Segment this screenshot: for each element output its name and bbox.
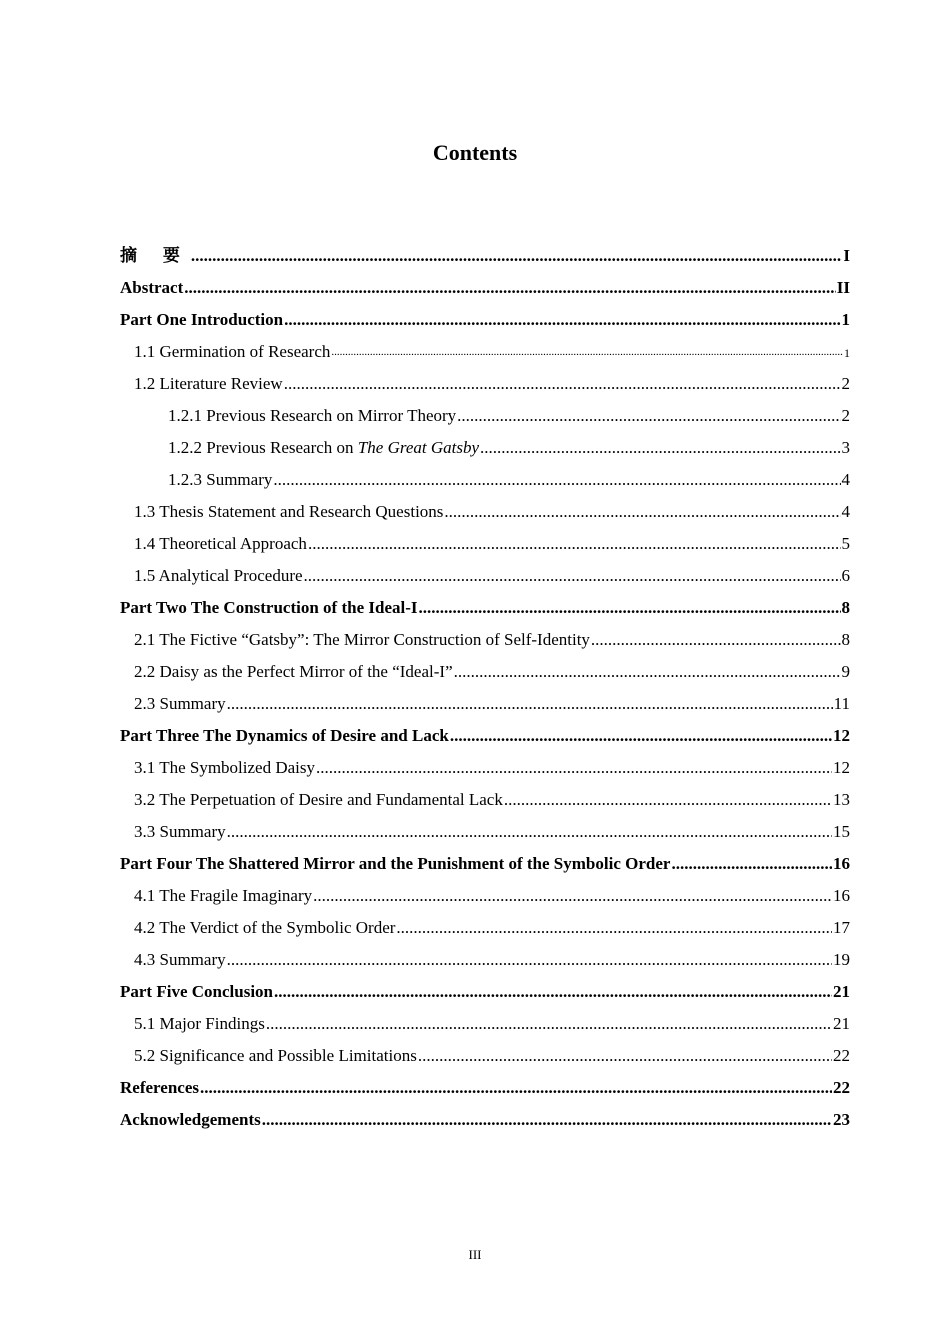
toc-entry-page: 23 [833, 1110, 850, 1129]
toc-entry-3-1[interactable] [120, 752, 850, 784]
toc-entry-label: 5.2 Significance and Possible Limitations [134, 1046, 417, 1065]
dot-leader [274, 982, 832, 1002]
toc-entry-page: 6 [841, 566, 850, 585]
toc-entry-page: 2 [841, 406, 850, 425]
toc-entry-label: 4.3 Summary [134, 950, 226, 969]
toc-entry-2-1[interactable] [120, 624, 850, 656]
toc-entry-page: II [836, 278, 850, 297]
toc-entry-page: 2 [841, 374, 850, 393]
toc-entry-label [168, 432, 479, 464]
dot-leader [480, 438, 840, 458]
toc-entry-abstract[interactable] [120, 272, 850, 304]
toc-entry-4-1[interactable] [120, 880, 850, 912]
toc-entry-label: References [120, 1078, 199, 1097]
toc-entry-references[interactable] [120, 1072, 850, 1104]
toc-entry-page: 13 [833, 790, 850, 809]
dot-leader [191, 246, 842, 266]
toc-entry-page: 21 [833, 982, 850, 1001]
toc-entry-part-one[interactable] [120, 304, 850, 336]
toc-entry-label: 2.3 Summary [134, 694, 226, 713]
toc-entry-1-5[interactable] [120, 560, 850, 592]
toc-entry-1-4[interactable] [120, 528, 850, 560]
toc-entry-label: 1.1 Germination of Research [134, 342, 331, 361]
dot-leader [262, 1110, 832, 1130]
toc-entry-4-3[interactable] [120, 944, 850, 976]
toc-entry-label: 2.1 The Fictive “Gatsby”: The Mirror Construction of Self-Identity [134, 630, 590, 649]
toc-entry-label: 4.2 The Verdict of the Symbolic Order [134, 918, 396, 937]
dot-leader [284, 310, 840, 330]
toc-entry-label: 5.1 Major Findings [134, 1014, 265, 1033]
toc-entry-label: Abstract [120, 278, 184, 297]
toc-entry-label: 1.4 Theoretical Approach [134, 534, 307, 553]
toc-entry-label: Part Two The Construction of the Ideal-I [120, 598, 418, 617]
dot-leader [419, 598, 841, 618]
toc-entry-page: 12 [833, 758, 850, 777]
toc-entry-page: 8 [841, 598, 850, 617]
toc-entry-page: 16 [833, 886, 850, 905]
dot-leader [266, 1014, 832, 1034]
dot-leader [184, 278, 836, 298]
toc-entry-1-1[interactable] [120, 336, 850, 368]
toc-entry-page: 11 [833, 694, 850, 713]
dot-leader [457, 406, 840, 426]
toc-entry-page: 16 [833, 854, 850, 873]
toc-entry-page: 4 [841, 470, 850, 489]
toc-entry-acknowledgements[interactable] [120, 1104, 850, 1136]
dot-leader [591, 630, 841, 650]
dot-leader [454, 662, 841, 682]
toc-entry-page: 8 [841, 630, 850, 649]
toc-entry-3-3[interactable] [120, 816, 850, 848]
dot-leader [227, 822, 832, 842]
dot-leader [504, 790, 832, 810]
toc-entry-label: Part Four The Shattered Mirror and the Punishment of the Symbolic Order [120, 854, 671, 873]
dot-leader [227, 950, 832, 970]
toc-entry-label: Part One Introduction [120, 310, 284, 329]
toc-entry-page: 1 [844, 346, 850, 360]
dot-leader [316, 758, 832, 778]
toc-entry-part-four[interactable] [120, 848, 850, 880]
dot-leader [227, 694, 833, 714]
toc-entry-label-prefix: 1.2.2 Previous Research on [168, 438, 358, 457]
toc-entry-page: 3 [841, 438, 850, 457]
toc-entry-2-2[interactable] [120, 656, 850, 688]
toc-entry-page: 19 [833, 950, 850, 969]
toc-entry-page: 5 [841, 534, 850, 553]
dot-leader [450, 726, 832, 746]
toc-entry-label: 1.5 Analytical Procedure [134, 566, 303, 585]
toc-entry-chinese-abstract[interactable] [120, 240, 850, 272]
toc-entry-part-five[interactable] [120, 976, 850, 1008]
toc-entry-label: 2.2 Daisy as the Perfect Mirror of the “Ideal-I” [134, 662, 453, 681]
toc-entry-label: 1.2 Literature Review [134, 374, 283, 393]
dot-leader [331, 342, 843, 362]
toc-entry-page: 12 [833, 726, 850, 745]
toc-entry-page: 22 [833, 1078, 850, 1097]
toc-entry-label: 1.3 Thesis Statement and Research Questions [134, 502, 444, 521]
dot-leader [284, 374, 841, 394]
dot-leader [396, 918, 832, 938]
toc-entry-label: 1.2.3 Summary [168, 470, 273, 489]
table-of-contents [120, 240, 850, 1136]
toc-entry-page: 15 [833, 822, 850, 841]
toc-entry-1-2-1[interactable] [120, 400, 850, 432]
toc-entry-1-2-3[interactable] [120, 464, 850, 496]
toc-entry-page: 4 [841, 502, 850, 521]
toc-entry-3-2[interactable] [120, 784, 850, 816]
toc-entry-label: Part Three The Dynamics of Desire and Lack [120, 726, 449, 745]
toc-entry-label: Part Five Conclusion [120, 982, 273, 1001]
dot-leader [200, 1078, 832, 1098]
dot-leader [308, 534, 841, 554]
toc-entry-page: I [843, 246, 850, 265]
dot-leader [304, 566, 841, 586]
book-title: The Great Gatsby [357, 438, 480, 457]
toc-entry-part-two[interactable] [120, 592, 850, 624]
toc-entry-1-3[interactable] [120, 496, 850, 528]
toc-entry-label: Acknowledgements [120, 1110, 261, 1129]
page-number-footer: III [468, 1247, 482, 1262]
toc-entry-1-2[interactable] [120, 368, 850, 400]
toc-entry-5-2[interactable] [120, 1040, 850, 1072]
toc-entry-label: 3.1 The Symbolized Daisy [134, 758, 315, 777]
toc-entry-label: 摘 要 [120, 246, 190, 266]
toc-entry-page: 9 [841, 662, 850, 681]
toc-entry-page: 17 [833, 918, 850, 937]
toc-entry-label: 4.1 The Fragile Imaginary [134, 886, 313, 905]
page-title: Contents [432, 140, 518, 165]
toc-entry-page: 22 [833, 1046, 850, 1065]
toc-entry-1-2-2[interactable] [120, 432, 850, 464]
toc-entry-label: 1.2.1 Previous Research on Mirror Theory [168, 406, 457, 425]
toc-entry-2-3[interactable] [120, 688, 850, 720]
toc-entry-label: 3.2 The Perpetuation of Desire and Fundamental Lack [134, 790, 503, 809]
dot-leader [273, 470, 840, 490]
dot-leader [418, 1046, 832, 1066]
toc-entry-5-1[interactable] [120, 1008, 850, 1040]
toc-entry-page: 21 [833, 1014, 850, 1033]
dot-leader [444, 502, 840, 522]
dot-leader [313, 886, 832, 906]
toc-entry-page: 1 [841, 310, 850, 329]
toc-entry-label: 3.3 Summary [134, 822, 226, 841]
toc-entry-part-three[interactable] [120, 720, 850, 752]
toc-entry-4-2[interactable] [120, 912, 850, 944]
dot-leader [671, 854, 832, 874]
